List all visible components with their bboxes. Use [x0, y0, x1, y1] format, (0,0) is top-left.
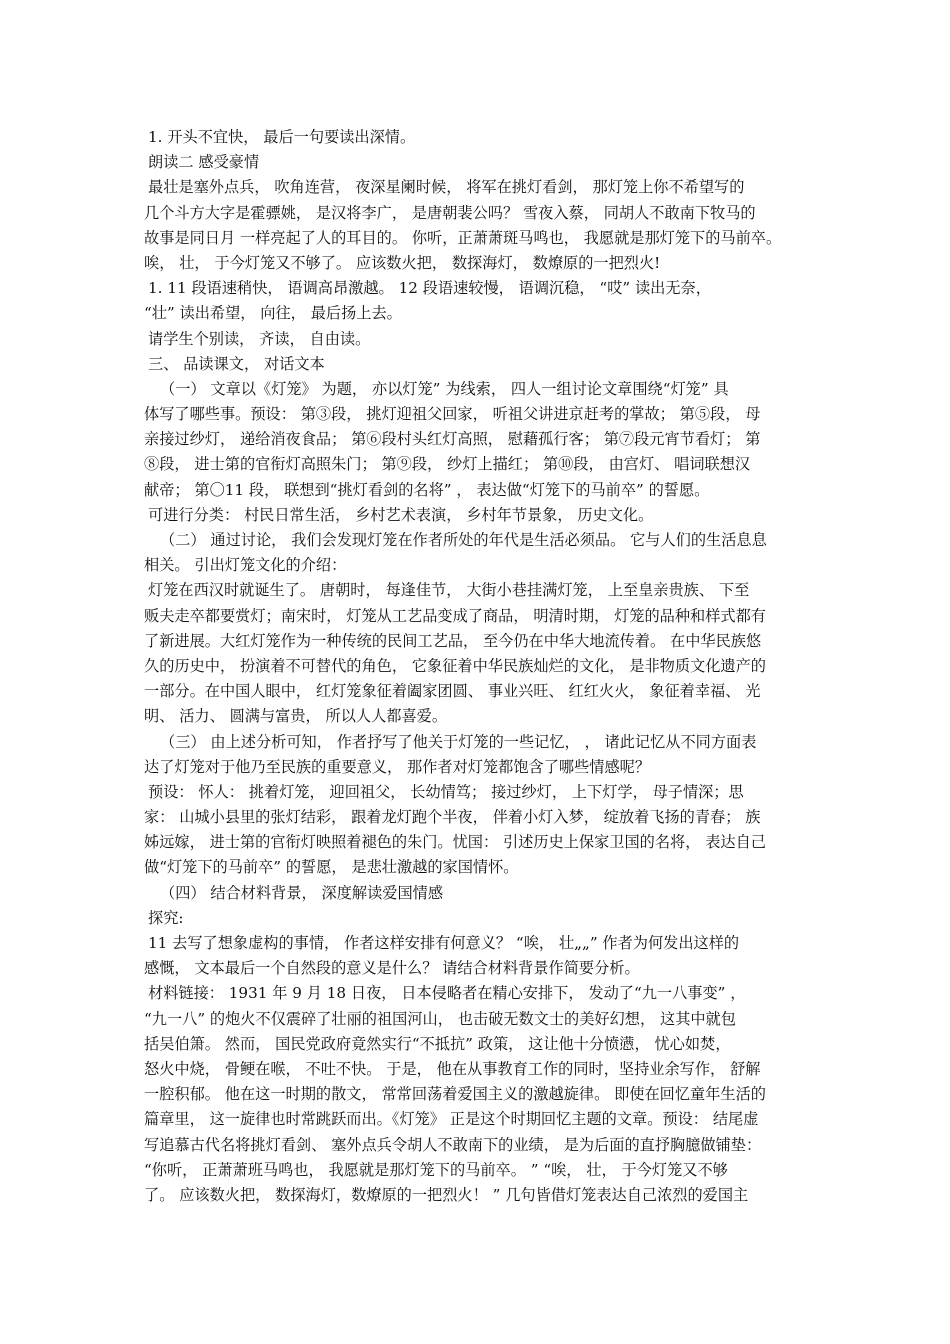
text-line: ⑧段， 进士第的官衔灯高照朱门； 第⑨段， 纱灯上描红； 第⑩段， 由宫灯、 唱词联想汉 [144, 455, 751, 474]
text-line: 一腔积郁。 他在这一时期的散文， 常常回荡着爱国主义的激越旋律。 即使在回忆童年生活的 [144, 1085, 766, 1104]
text-line: 11 去写了想象虚构的事情， 作者这样安排有何意义？ “唉， 壮„„” 作者为何发出这样的 [148, 934, 740, 952]
text-line: 明、 活力、 圆满与富贵， 所以人人都喜爱。 [144, 707, 448, 726]
text-line: “九一八” 的炮火不仅震碎了壮丽的祖国河山， 也击破无数文士的美好幻想， 这其中就包 [144, 1009, 736, 1028]
text-line: （三） 由上述分析可知， 作者抒写了他关于灯笼的一些记忆， ， 诸此记忆从不同方面表 [160, 732, 757, 751]
text-line: 可进行分类： 村民日常生活， 乡村艺术表演， 乡村年节景象， 历史文化。 [148, 505, 654, 524]
text-line: （四） 结合材料背景， 深度解读爱国情感 [160, 883, 444, 902]
text-line: 怒火中烧， 骨鲠在喉， 不吐不快。 于是， 他在从事教育工作的同时，坚持业余写作， 舒解 [144, 1059, 761, 1078]
text-line: 一部分。在中国人眼中， 红灯笼象征着阖家团圆、 事业兴旺、 红红火火， 象征着幸福、 光 [144, 682, 761, 701]
text-line: 了。 应该数火把， 数探海灯，数燎原的一把烈火！ ” 几句皆借灯笼表达自己浓烈的爱国主 [144, 1185, 749, 1204]
text-line: 最壮是塞外点兵， 吹角连营， 夜深星阑时候， 将军在挑灯看剑， 那灯笼上你不希望写的 [148, 178, 745, 197]
text-line: 献帝； 第〇11 段， 联想到“挑灯看剑的名将” ， 表达做“灯笼下的马前卒” 的誓愿。 [144, 480, 710, 499]
text-line: “壮” 读出希望， 向往， 最后扬上去。 [144, 304, 402, 323]
text-line: 做“灯笼下的马前卒” 的誓愿， 是悲壮激越的家国情怀。 [144, 858, 519, 877]
document-body [144, 125, 814, 1208]
text-line: 体写了哪些事。预设： 第③段， 挑灯迎祖父回家， 听祖父讲进京赶考的掌故； 第⑤段， 母 [144, 405, 761, 424]
text-line: 感慨， 文本最后一个自然段的意义是什么？ 请结合材料背景作简要分析。 [144, 959, 640, 978]
text-line: 家： 山城小县里的张灯结彩， 跟着龙灯跑个半夜， 伴着小灯入梦， 绽放着飞扬的青春； 族 [144, 808, 761, 827]
text-line: 姊远嫁， 进士第的官衔灯映照着褪色的朱门。忧国： 引述历史上保家卫国的名将， 表达自己 [144, 833, 766, 852]
text-line: 1. 11 段语速稍快， 语调高昂激越。 12 段语速较慢， 语调沉稳， “哎” 读出无奈， [148, 279, 711, 298]
text-line: 材料链接： 1931 年 9 月 18 日夜， 日本侵略者在精心安排下， 发动了“九一八事变” ， [148, 984, 746, 1003]
text-line: 括吴伯箫。 然而， 国民党政府竟然实行“不抵抗” 政策， 这让他十分愤懑， 忧心如焚， [144, 1034, 731, 1053]
text-line: 故事是同日月 一样亮起了人的耳目的。 你听，正萧萧斑马鸣也， 我愿就是那灯笼下的马前卒。 [144, 228, 782, 247]
text-line: 亲接过纱灯， 递给消夜食品； 第⑥段村头红灯高照， 慰藉孤行客； 第⑦段元宵节看灯； 第 [144, 430, 761, 449]
text-line: 唉， 壮， 于今灯笼又不够了。 应该数火把， 数探海灯， 数燎原的一把烈火! [144, 253, 661, 272]
text-line: 相关。 引出灯笼文化的介绍： [144, 556, 347, 575]
text-line: 几个斗方大字是霍骠姚， 是汉将李广， 是唐朝裴公吗？ 雪夜入蔡， 同胡人不敢南下牧马的 [144, 203, 756, 222]
text-line: 篇章里， 这一旋律也时常跳跃而出。《灯笼》 正是这个时期回忆主题的文章。预设： 结尾虚 [144, 1110, 759, 1129]
text-line: （一） 文章以《灯笼》 为题， 亦以灯笼” 为线索， 四人一组讨论文章围绕“灯笼” 具 [160, 379, 729, 398]
text-line: 贩夫走卒都要赏灯；南宋时， 灯笼从工艺品变成了商品， 明清时期， 灯笼的品种和样式都有 [144, 606, 766, 625]
text-line: （二） 通过讨论， 我们会发现灯笼在作者所处的年代是生活必须品。 它与人们的生活息息 [160, 531, 767, 549]
text-line: 探究: [148, 908, 184, 927]
text-line: “你听， 正萧萧班马鸣也， 我愿就是那灯笼下的马前卒。 ” “唉， 壮， 于今灯笼又不够 [144, 1160, 728, 1179]
text-line: 了新进展。大红灯笼作为一种传统的民间工艺品， 至今仍在中华大地流传着。 在中华民族悠 [144, 631, 762, 650]
text-line: 请学生个别读， 齐读， 自由读。 [148, 329, 371, 348]
text-line: 1. 开头不宜快， 最后一句要读出深情。 [148, 128, 416, 146]
text-line: 灯笼在西汉时就诞生了。 唐朝时， 每逢佳节， 大街小巷挂满灯笼， 上至皇亲贵族、 下至 [148, 581, 750, 600]
text-line: 朗读二 感受豪情 [148, 153, 260, 172]
text-line: 预设： 怀人： 挑着灯笼， 迎回祖父， 长幼情笃； 接过纱灯， 上下灯学， 母子情深；思 [148, 782, 744, 801]
text-line: 久的历史中， 扮演着不可替代的角色， 它象征着中华民族灿烂的文化， 是非物质文化遗产的 [144, 656, 766, 675]
text-line: 三、 品读课文， 对话文本 [148, 354, 325, 373]
text-line: 写追慕古代名将挑灯看剑、 塞外点兵令胡人不敢南下的业绩， 是为后面的直抒胸臆做铺垫： [144, 1135, 762, 1154]
text-line: 达了灯笼对于他乃至民族的重要意义， 那作者对灯笼都饱含了哪些情感呢？ [144, 757, 651, 776]
